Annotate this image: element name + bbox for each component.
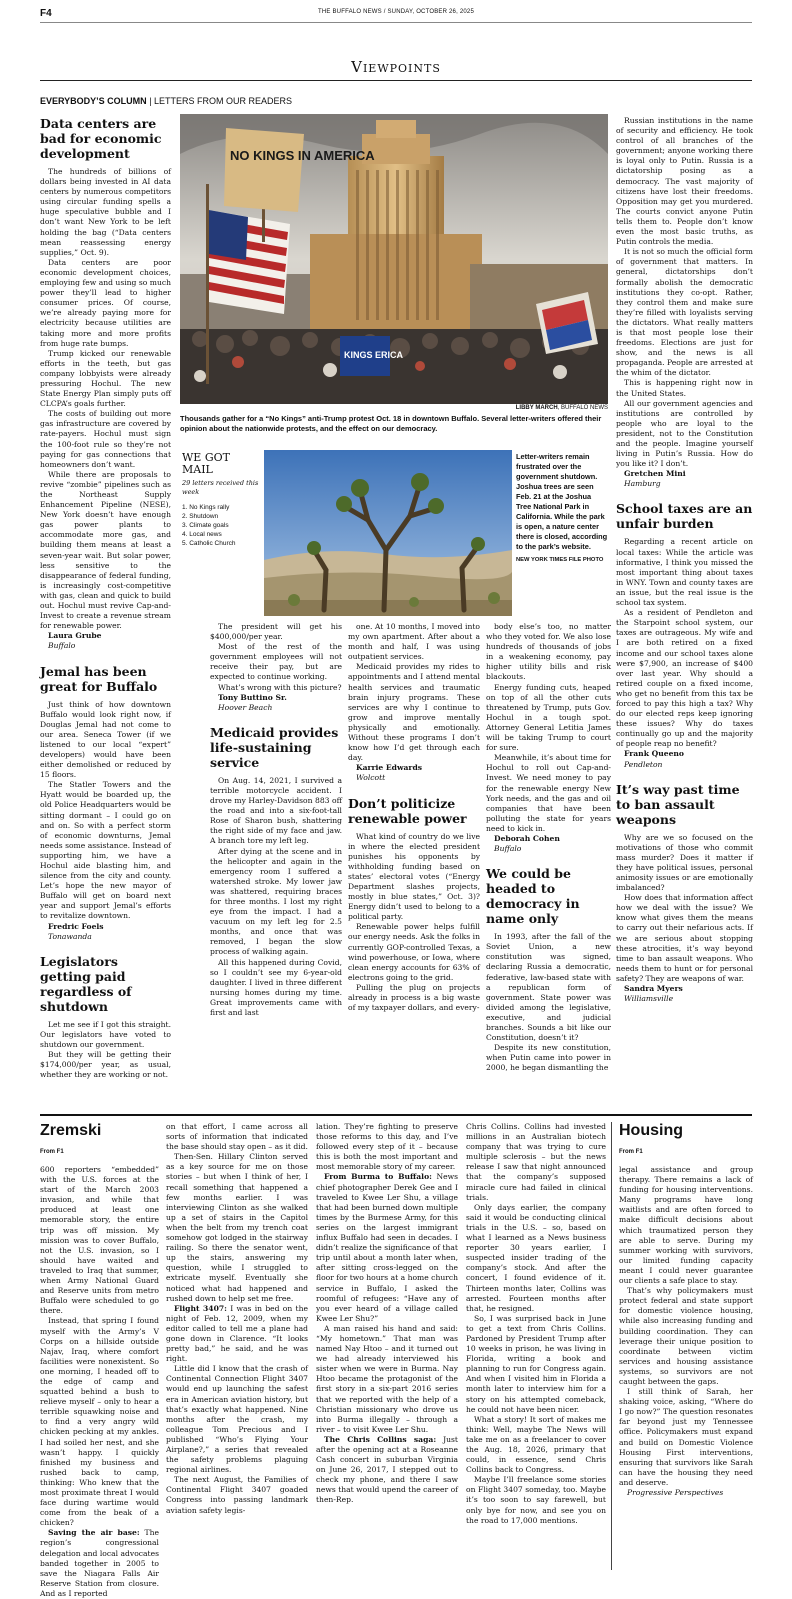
joshua-tree-caption-box [516,452,608,564]
paragraph: This is happening right now in the United States. [616,378,753,398]
headline-school-taxes: School taxes are an unfair burden [616,501,753,532]
paragraph: Energy funding cuts, heaped on top of all the other cuts threatened by Trump, puts Gov. Hochul in a tough spot. Attorney General Letitia James will be taking Trump to court for sure. [486,682,611,753]
paragraph: Russian institutions in the name of security and efficiency. He took control of all branches of the government; anyone working there is loyal only to Putin. Russia is a dictatorship posing as a democracy. The vast majority of citizens have lost their freedoms. Opposition may get you murdered. The courts convict anyone Putin tells them to. People don’t know even the most basic truths, as Putin controls the media. [616,116,753,247]
paragraph: What kind of country do we live in where the elected president punishes his opponents by withholding funding based on states’ electoral votes (“Energy Department slashes projects, mostly in blue states,” Oct. 3)? Energy didn’t used to belong to a political party. [348,831,480,922]
photo-caption: Thousands gather for a “No Kings” anti-Trump protest Oct. 18 in downtown Buffalo. Several letter-writers offered their opinion about the nationwide protests, and the effect on our democracy. [180,414,602,433]
photo-credit: NEW YORK TIMES FILE PHOTO [516,557,604,563]
paragraph-text: News chief photographer Derek Gee and I traveled to Kwee Ler Shu, a village that had been burned down multiple times by the Burmese Army, for this series on the largest immigrant influx Buffalo had seen in decades. I didn’t realize the significance of that trip until about a month later when, after sitting cross-legged on the floor for two hours at a home church service in Buffalo, I asked the roomful of refugees: “Have any of you ever heard of a village called Kwee Ler Shu?” [316,1172,458,1323]
date-line: THE BUFFALO NEWS / SUNDAY, OCTOBER 26, 2025 [318,9,474,15]
letter-body-legislators [40,1020,171,1081]
paragraph: Most of the rest of the government employees will not receive their pay, but are expected to continue working. [210,642,342,682]
paragraph-text: Then-Sen. Hillary Clinton served as a key source for me on those stories – but when I think of her, I recall something that happened a few months earlier. I was interviewing Clinton as she walked up a set of stairs in the Capitol when the belt from my trench coat somehow got lodged in the stairway railing. So there the senator went, up the stairs, answering my question, while I struggled to extricate myself. Eventually she noticed what had happened and rushed down to help set me free. [166,1152,308,1303]
paragraph: How does that information affect how we deal with the issue? We know what gives them the means to carry out their nefarious acts. If we are serious about stopping these atrocities, it’s way beyond time to ban assault weapons. Who needs them to hunt or for personal safety? They are weapons of war. [616,893,753,983]
photo-joshua-tree [264,450,512,616]
headline-jemal: Jemal has been great for Buffalo [40,663,158,694]
paragraph-text: Chris Collins. Collins had invested millions in an Australian biotech company that was trying to cure multiple sclerosis – but the news release I saw that night announced that the company’s supposed miracle cure had failed in clinical trials. [466,1122,606,1202]
location: Hamburg [624,479,661,489]
letter-body-data-centers [40,167,171,631]
letter-body-legislators-cont [210,622,342,693]
run-in-subhead: The Chris Collins saga: [324,1434,437,1444]
paragraph: The Statler Towers and the Hyatt would be boarded up, the old Police Headquarters would be sitting dormant – I could go on and on. So with a perfect storm of economic downturns, Jemal needs some assistance. Instead of supporting him, we have a Hochul aide blasting him, and silence from the city and county. Let’s hope the new mayor of Buffalo will get on board next year and support Jemal’s efforts to revitalize downtown. [40,780,171,921]
paragraph [619,1286,753,1387]
location: Hoover Beach [218,702,273,712]
we-got-mail-subtitle: 29 letters received this week [182,479,259,496]
zremski-column-2 [166,1122,308,1516]
paragraph: Meanwhile, it’s about time for Hochul to roll out Cap-and-Invest. We need money to pay for the renewable energy New York needs, and the gas and oil companies that have been polluting the state for years need to kick in. [486,753,611,833]
headline-legislators: Legislators getting paid regardless of shutdown [40,953,132,1014]
paragraph [316,1122,458,1172]
paragraph-text: I was in bed on the night of Feb. 12, 2009, when my editor called to tell me a plane had gone down in Clarence. “It looks pretty bad,” he said, and he was right. [166,1303,308,1364]
we-got-mail-title: WE GOT MAIL [182,451,230,476]
section-divider [40,1114,752,1116]
letter-body-jemal [40,700,171,922]
paragraph [466,1475,606,1525]
paragraph: The costs of building out more gas infrastructure are covered by rate-payers. Hochul must sign the 100-foot rule so they’re not paying for gas connections that homeowners don’t want. [40,409,171,469]
signature: Fredric Foels [48,921,104,931]
signature: Progressive Perspectives [627,1488,724,1497]
location: Wolcott [356,773,386,783]
headline-housing: Housing [619,1122,683,1139]
run-in-subhead: Flight 3407: [174,1303,227,1313]
list-item: 3. Climate goals [182,522,229,529]
credit-org: , BUFFALO NEWS [557,405,608,411]
headline-renewable: Don’t politicize renewable power [348,795,467,826]
zremski-body-3 [316,1122,458,1506]
photo-protest [180,114,608,404]
paragraph [40,1316,159,1528]
paragraph: After dying at the scene and in the helicopter and again in the emergency room I suffered a watershed stroke. My lower jaw was shattered, requiring braces for three months. I lost my right eye from the impact. I had a vacuum on my left leg for 2.5 months, and once that was removed, I began the slow process of walking again. [210,846,342,957]
run-in-subhead: Saving the air base: [48,1528,140,1538]
signature: Sandra Myers [624,984,683,994]
paragraph [466,1122,606,1203]
signature: Tony Buttino Sr. [218,692,287,702]
location: Pendleton [624,759,663,769]
paragraph-text: The next August, the Families of Continental Flight 3407 goaded Congress into passing landmark aviation safety legis- [166,1475,308,1515]
paragraph-text: A man raised his hand and said: “My hometown.” That man was named Nay Htoo – and it turned out we had already interviewed his sister when we were in Burma. Nay Htoo became the protagonist of the first story in a six-part 2016 series that we reported with the help of a Christian missionary who drove us into Burma illegally – through a river – to visit Kwee Ler Shu. [316,1323,458,1434]
paragraph-text: lation. They’re fighting to preserve those reforms to this day, and I’ve followed every step of it – because this is both the most important and most memorable story of my career. [316,1122,458,1172]
paragraph: Let me see if I got this straight. Our legislators have voted to shutdown our government. [40,1019,171,1049]
paragraph-text: Instead, that spring I found myself with the Army’s V Corps on a hillside outside Najav, Iraq, where comfort facilities were nonexistent. So one morning, I headed off to the edge of camp and squatted behind a bush to relieve myself – only to hear a terrible squawking noise and to find a very angry wild chicken pecking at my ankles. I had soiled her nest, and she wasn’t happy. I quickly finished my business and rushed back to camp, thinking: Who knew that the most proximate threat I would face during wartime would come from the beak of a chicken? [40,1316,159,1528]
paragraph-text: Only days earlier, the company said it would be conducting clinical trials in the U.S. – so, based on what I learned as a News business reporter 30 years earlier, I suspected insider trading of the company’s stock. And after the concert, I found evidence of it. Thirteen months later, Collins was arrested. Fourteen months after that, he resigned. [466,1202,606,1313]
paragraph: But they will be getting their $174,000/per year, as usual, whether they are working or not. [40,1050,171,1080]
we-got-mail-list [182,503,260,548]
zremski-column-4 [466,1122,606,1526]
paragraph-text: The region’s congressional delegation and local advocates banded together in 2005 to save the Niagara Falls Air Reserve Station from closure. And as I reported [40,1528,159,1598]
svg-text:KINGS ERICA: KINGS ERICA [344,350,404,360]
page-number: F4 [40,8,52,19]
photo-caption: Letter-writers remain frustrated over the government shutdown. Joshua trees are seen Feb. 21 at the Joshua Tree National Park in California. While the park is open, a nature center there is closed, according to the park’s website. [516,452,608,551]
paragraph-text: What a story! It sort of makes me think: Well, maybe The News will take me on as a freelancer to cover the Aug. 18, 2026, primary that could, in essence, send Chris Collins back to Congress. [466,1414,606,1475]
paragraph: Just think of how downtown Buffalo would look right now, if Douglas Jemal had not come to our area. Seneca Tower (if we listened to our local “expert” developers) would have been either demolished or reduced by 15 floors. [40,699,171,780]
paragraph [466,1415,606,1476]
section-rule [40,80,752,81]
kicker-bold: EVERYBODY’S COLUMN [40,96,147,106]
paragraph-text: That’s why policymakers must protect federal and state support for domestic violence housing, while also increasing funding and building coordination. They can leverage their unique position to coordinate between victim services and housing assistance systems, so survivors are not caught between the gaps. [619,1286,753,1386]
paragraph: Regarding a recent article on local taxes: While the article was informative, I think you missed the most important thing about taxes in WNY. Town and county taxes are an issue, but the real issue is the school tax system. [616,537,753,608]
letter-body-renewable [348,832,480,1014]
paragraph: Trump kicked our renewable efforts in the teeth, but gas company lobbyists were already pressuring Hochul. The new State Energy Plan simply puts off CLCPA’s goals further. [40,348,171,409]
list-item: 5. Catholic Church [182,540,236,547]
paragraph-text: So, I was surprised back in June to get a text from Chris Collins. Pardoned by President Trump after 10 weeks in prison, he was living in Florida, writing a book and planning to run for Congress again. And when I visited him in Florida a month later to interview him for a story on his attempted comeback, he could not have been nicer. [466,1313,606,1414]
joshua-tree-illustration [264,450,512,616]
paragraph: What’s wrong with this picture? [218,682,342,692]
protest-illustration [180,114,608,404]
headline-data-centers: Data centers are bad for economic development [40,116,162,161]
paragraph-text: Just after the opening act at a Roseanne Cash concert in suburban Virginia on June 26, 2017, I stepped out to check my phone, and there I saw news that would upend the career of then-Rep. [316,1434,458,1505]
paragraph: It is not so much the official form of government that matters. In general, dictatorships don’t formally abolish the democratic institutions they co-opt. Rather, they control them and make sure they’re filled with loyalists serving the dictators. What really matters is that most people lose their freedoms. Elections are just for show, and the news is all propaganda. People are arrested at the whim of the dictator. [616,247,753,378]
signature: Frank Queeno [624,749,684,759]
housing-body [619,1165,753,1488]
paragraph-text: I still think of Sarah, her shaking voice, asking, “Where do I go now?” The question resonates far beyond just my Tennessee office. Policymakers must expand and build on Domestic Violence Housing First interventions, ensuring that survivors like Sarah can have the housing they need and deserve. [619,1387,753,1487]
paragraph: The hundreds of billions of dollars being invested in AI data centers by numerous competitors using circular funding spells a huge speculative bubble and I don’t want New York to be left holding the bag (“Data centers mean reassessing energy supplies,” Oct. 9). [40,167,171,257]
signature: Gretchen Mini [624,469,686,479]
signature: Laura Grube [48,631,102,641]
paragraph: All this happened during Covid, so I couldn’t see my 6-year-old daughter. I lived in three different nursing homes during my time. Great improvements came with first and last [210,957,342,1017]
headline-medicaid: Medicaid provides life-sustaining service [210,724,339,770]
list-item: 1. No Kings rally [182,504,230,511]
we-got-mail-box [182,452,260,548]
paragraph [619,1165,753,1286]
zremski-column-3 [316,1122,458,1506]
signature: Karrie Edwards [356,763,423,773]
paragraph [166,1475,308,1515]
paragraph [316,1324,458,1435]
paragraph-text: Little did I know that the crash of Continental Connection Flight 3407 would end up launching the safest era in American aviation history, but that’s exactly what happened. Nine months after the crash, my colleague Tom Precious and I published “Who’s Flying Your Airplane?,” a series that revealed the safety problems plaguing regional airlines. [166,1364,308,1475]
letter-body-medicaid-cont [348,622,480,763]
jump-label: From F1 [619,1149,643,1155]
paragraph [316,1172,458,1323]
letter-body-dictatorship [486,932,611,1073]
column-divider [611,1122,612,1570]
paragraph [466,1314,606,1415]
headline-weapons: It’s way past time to ban assault weapons [616,781,740,827]
paragraph: Despite its new constitution, when Putin came into power in 2000, he began dismantling the [486,1043,611,1073]
paragraph: Medicaid provides my rides to appointments and I attend mental health services and traumatic brain injury programs. These services are why I continue to grow and improve mentally physically and emotionally. Without these programs I don’t know how I’d get through each day. [348,662,480,763]
paragraph: Why are we so focused on the motivations of those who commit mass murder? Does it matter if they have political issues, personal animosity issues or are emotionally imbalanced? [616,832,753,893]
letter-body-renewable-cont [486,622,611,834]
run-in-subhead: From Burma to Buffalo: [324,1172,432,1182]
photo-credit [180,405,608,411]
paragraph [619,1387,753,1488]
letter-body-dictatorship-cont [616,116,753,469]
paragraph: Data centers are poor economic development choices, employing few and using so much power they’ll lead to higher consumer prices. Of course, we’re already paying more for electricity because utilities are taking more and more profits from huge rate bumps. [40,257,171,348]
paragraph [166,1304,308,1365]
letters-column-right [616,116,753,1004]
housing-column [619,1122,753,1498]
paragraph [166,1364,308,1475]
letter-body-weapons [616,833,753,984]
paragraph: body else’s too, no matter who they voted for. We also lose hundreds of thousands of jobs in a weakening economy, pay higher utility bills and risk blackouts. [486,622,611,682]
jump-label: From F1 [40,1149,64,1155]
section-title: Viewpoints [351,58,441,76]
location: Williamsville [624,994,674,1004]
zremski-body-2 [166,1122,308,1516]
paragraph-text: legal assistance and group therapy. There remains a lack of funding for housing interventions. Many programs have long waitlists and are often forced to make difficult decisions about which traumatized person they are able to serve. During my summer working with survivors, our limited funding capacity meant I could never guarantee our clients a safe place to stay. [619,1165,753,1286]
sign-text: NO KINGS IN AMERICA [230,148,375,163]
kicker-separator: | [146,96,155,106]
paragraph: On Aug. 14, 2021, I survived a terrible motorcycle accident. I drove my Harley-Davidson 883 off the road and into a six-foot-tall Rose of Sharon bush, shattering the right side of my face and jaw. A branch tore my left leg. [210,775,342,846]
letters-column-4 [486,622,611,1073]
paragraph [166,1152,308,1303]
letters-column-left [40,116,171,1080]
paragraph [466,1203,606,1314]
letters-column-2 [210,622,342,1018]
paragraph: Renewable power helps fulfill our energy needs. Ask the folks in currently GOP-controlled Texas, a wind powerhouse, or Iowa, where clean energy accounts for 63% of electrons going to the grid. [348,922,480,982]
list-item: 4. Local news [182,531,222,538]
list-item: 2. Shutdown [182,513,219,520]
zremski-body-1 [40,1165,159,1599]
signature: Deborah Cohen [494,833,560,843]
letters-column-3 [348,622,480,1013]
letter-body-medicaid [210,776,342,1018]
paragraph [40,1165,159,1316]
location: Buffalo [494,844,522,854]
paragraph-text: Maybe I’ll freelance some stories on Flight 3407 someday, too. Maybe it’s too soon to say farewell, but only bye for now, and see you on the road to 17,000 mentions. [466,1475,606,1525]
paragraph-text: on that effort, I came across all sorts of information that indicated the base should stay open – as it did. [166,1122,308,1152]
header-rule [40,22,752,23]
paragraph: In 1993, after the fall of the Soviet Union, a new constitution was signed, declaring Russia a democratic, federative, law-based state with a republican form of government. State power was divided among the legislative, executive, and judicial branches. Sounds a bit like our Constitution, doesn’t it? [486,932,611,1043]
location: Buffalo [48,641,76,651]
paragraph: Pulling the plug on projects already in process is a big waste of my taxpayer dollars, and every- [348,982,480,1013]
paragraph: As a resident of Pendleton and the Starpoint school system, our taxes are outrageous. My wife and I are both retired on a fixed income and our school taxes alone were $7,900, an increase of $400 over last year. Why should a retired couple on a fixed income, who get no benefit from this tax be forced to pay this high a tax? Why do our elected reps keep ignoring these issues? Why do taxes continually go up and the majority of people reap no benefit? [616,608,753,749]
paragraph: The president will get his $400,000/per year. [210,622,342,642]
paragraph: one. At 10 months, I moved into my own apartment. After about a month and half, I was using outpatient services. [348,622,480,662]
zremski-column-1 [40,1122,159,1599]
paragraph-text: 600 reporters “embedded” with the U.S. forces at the start of the March 2003 invasion, and while that produced at least one memorable story, the entire trip was off mission. My mission was to cover Buffalo, not the U.S. invasion, so I should have waited and traveled to Iraq that summer, when Army National Guard and Reserve units from metro Buffalo were scheduled to go there. [40,1165,159,1316]
paragraph: All our government agencies and institutions are controlled by people who are loyal to the president, not to the Constitution and the people. Imagine yourself living in Putin’s Russia. How do you like it? I don’t. [616,398,753,469]
column-kicker [40,96,292,106]
headline-zremski: Zremski [40,1122,102,1139]
paragraph [166,1122,308,1152]
location: Tonawanda [48,931,92,941]
paragraph [316,1435,458,1506]
headline-dictatorship: We could be headed to democracy in name only [486,866,580,927]
paragraph: While there are proposals to revive “zombie” pipelines such as the Northeast Supply Enhancement Pipeline (NESE), New York doesn’t have enough gas power plants to accommodate more gas, and building them means at least a seven-year wait. But solar power, less sensitive to the disappearance of federal funding, is increasingly cost-competitive with gas, clean and quick to build out. Hochul must revive Cap-and-Invest to create a revenue stream for renewable power. [40,469,171,631]
credit-name: LIBBY MARCH [515,405,558,411]
kicker-rest: LETTERS FROM OUR READERS [154,96,293,106]
paragraph [40,1528,159,1599]
zremski-body-4 [466,1122,606,1526]
letter-body-school-taxes [616,537,753,749]
